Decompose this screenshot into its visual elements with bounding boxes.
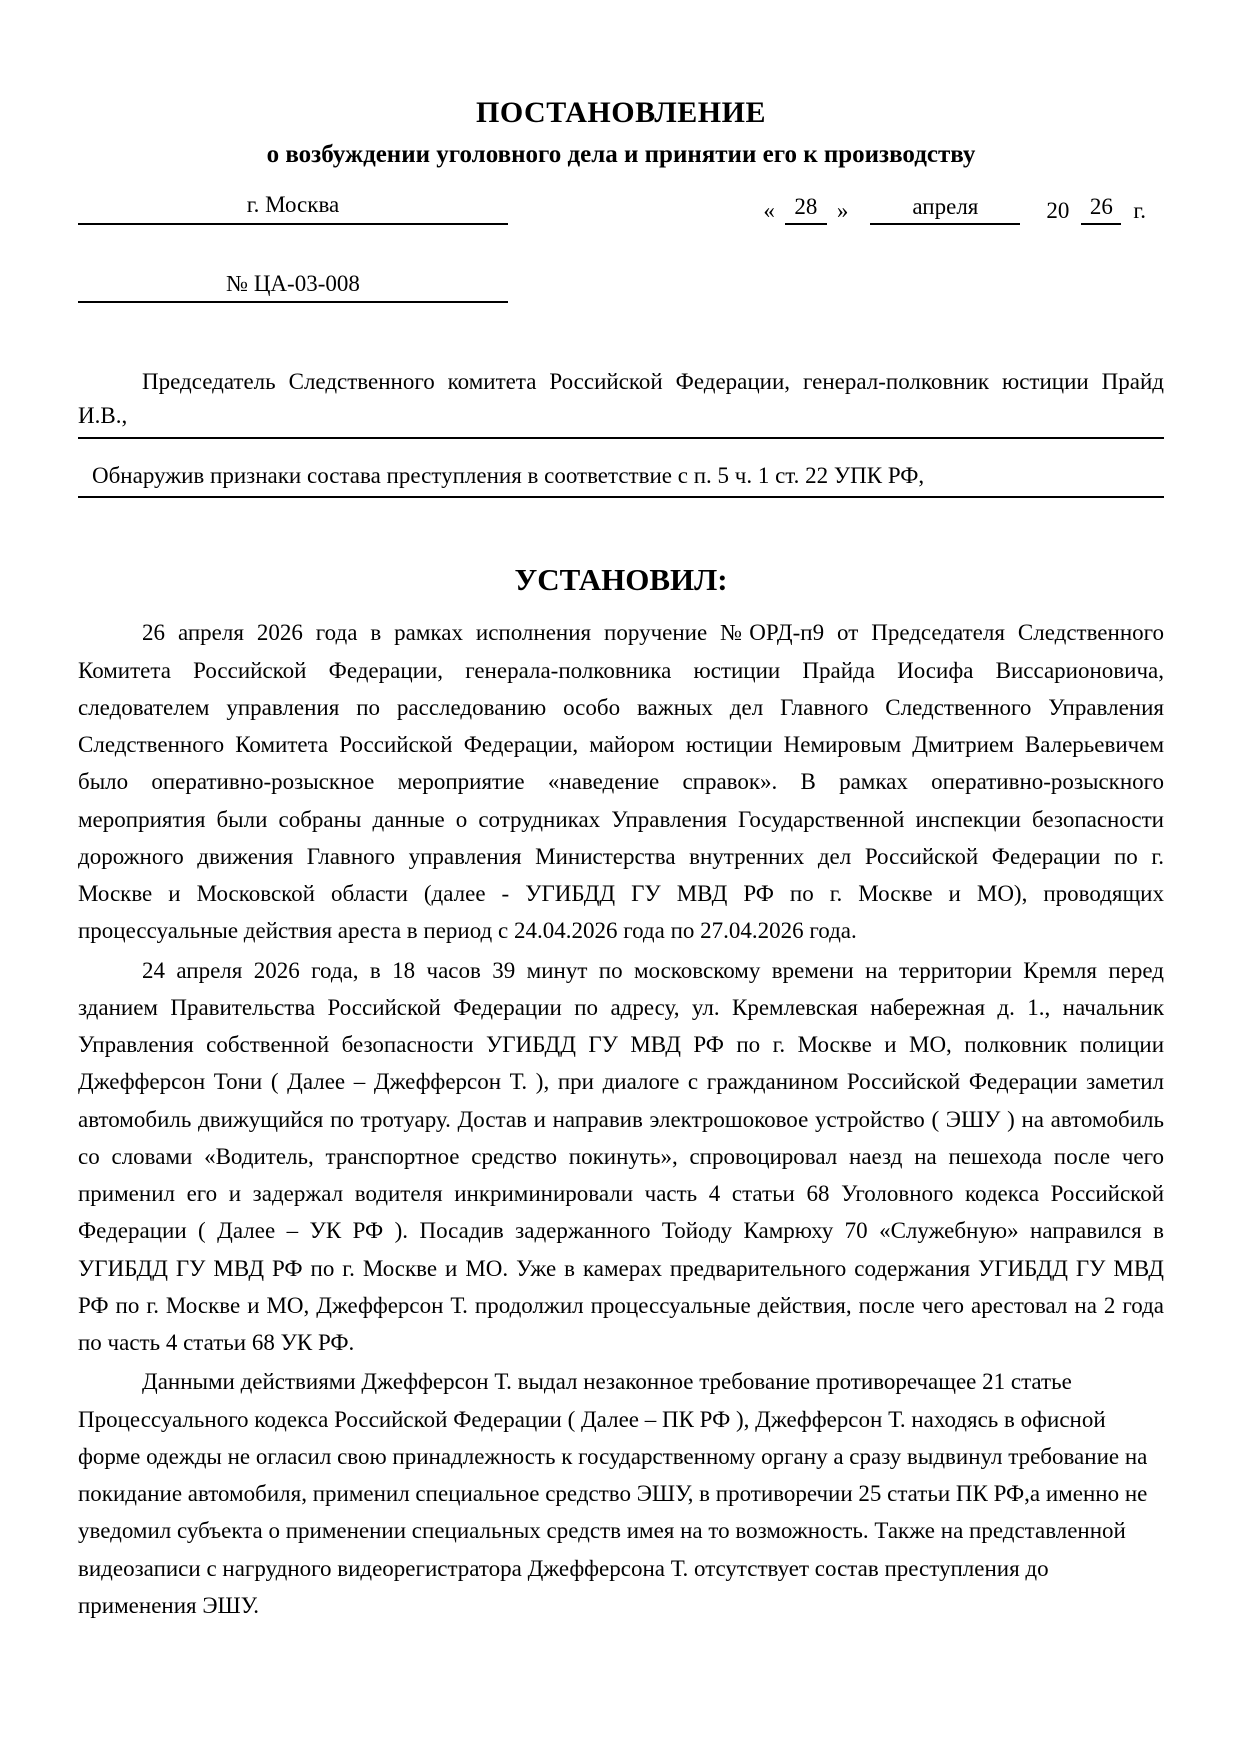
year-field[interactable]: 26 xyxy=(1081,193,1121,225)
case-number-row xyxy=(78,271,1164,303)
day-field[interactable]: 28 xyxy=(785,193,827,225)
quote-open: « xyxy=(763,198,775,224)
date-field xyxy=(761,193,1164,225)
body-paragraph: Данными действиями Джефферсон Т. выдал незаконное требование противоречащее 21 статье Процессуального кодекса Российской Федерации ( Далее – ПК РФ ), Джефферсон Т. находясь в офисной форме одежды не огласил свою принадлежность к государственному органу а сразу выдвинул требование на покидание автомобиля, применил специальное средство ЭШУ, в противоречии 25 статьи ПК РФ,а именно не уведомил субъекта о применении специальных средств имея на то возможность. Также на представленной видеозаписи с нагрудного видеорегистратора Джефферсона Т. отсутствует состав преступления до применения ЭШУ. xyxy=(78,1369,1148,1618)
year-label: г. xyxy=(1133,198,1146,224)
body-text xyxy=(78,614,1164,1624)
month-field[interactable]: апреля xyxy=(870,193,1020,225)
header-meta-row xyxy=(78,191,1164,225)
year-prefix: 20 xyxy=(1046,198,1070,224)
section-heading-ustanovil: УСТАНОВИЛ: xyxy=(514,562,728,598)
quote-close: » xyxy=(836,198,849,224)
document-subtitle: о возбуждении уголовного дела и принятии его к производству xyxy=(266,140,976,168)
place-field[interactable]: г. Москва xyxy=(78,191,508,225)
document-title: ПОСТАНОВЛЕНИЕ xyxy=(476,96,766,129)
body-paragraph: 24 апреля 2026 года, в 18 часов 39 минут по московскому времени на территории Кремля перед зданием Правительства Российской Федерации по адресу, ул. Кремлевская набережная д. 1., начальник Управления собственной безопасности УГИБДД ГУ МВД РФ по г. Москве и МО, полковник полиции Джефферсон Тони ( Далее – Джефферсон Т. ), при диалоге с гражданином Российской Федерации заметил автомобиль движущийся по тротуару. Достав и направив электрошоковое устройство ( ЭШУ ) на автомобиль со словами «Водитель, транспортное средство покинуть», спровоцировал наезд на пешехода после чего применил его и задержал водителя инкриминировали часть 4 статьи 68 Уголовного кодекса Российской Федерации ( Далее – УК РФ ). Посадив задержанного Тойоду Камрюху 70 «Служебную» направился в УГИБДД ГУ МВД РФ по г. Москве и МО. Уже в камерах предварительного содержания УГИБДД ГУ МВД РФ по г. Москве и МО, Джефферсон Т. продолжил процессуальные действия, после чего арестовал на 2 года по часть 4 статьи 68 УК РФ. xyxy=(78,957,1164,1356)
official-statement: Председатель Следственного комитета Российской Федерации, генерал-полковник юстиции Прайд И.В., xyxy=(78,365,1164,439)
legal-grounds-statement: Обнаружив признаки состава преступления в соответствие с п. 5 ч. 1 ст. 22 УПК РФ, xyxy=(78,459,1164,499)
body-paragraph: 26 апреля 2026 года в рамках исполнения поручение №ОРД-п9 от Председателя Следственного Комитета Российской Федерации, генерала-полковника юстиции Прайда Иосифа Виссарионовича, следователем управления по расследованию особо важных дел Главного Следственного Управления Следственного Комитета Российской Федерации, майором юстиции Немировым Дмитрием Валерьевичем было оперативно-розыскное мероприятие «наведение справок». В рамках оперативно-розыскного мероприятия были собраны данные о сотрудниках Управления Государственной инспекции безопасности дорожного движения Главного управления Министерства внутренних дел Российской Федерации по г. Москве и Московской области (далее - УГИБДД ГУ МВД РФ по г. Москве и МО), проводящих процессуальные действия ареста в период с 24.04.2026 года по 27.04.2026 года. xyxy=(78,620,1164,944)
case-number-field[interactable]: № ЦА-03-008 xyxy=(78,271,508,303)
